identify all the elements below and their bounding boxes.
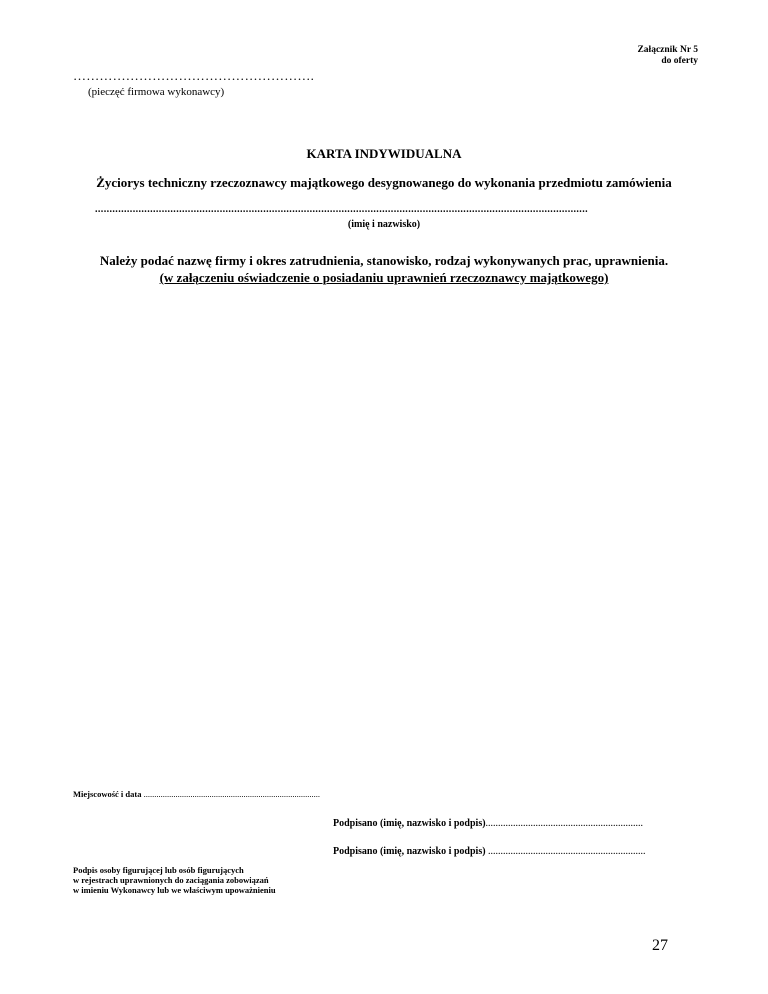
signature-note-line-2: w rejestrach uprawnionych do zaciągania zobowiązań (73, 875, 269, 885)
company-stamp-caption: (pieczęć firmowa wykonawcy) (88, 86, 225, 98)
signature-label-2: Podpisano (imię, nazwisko i podpis) (333, 846, 486, 857)
signature-note (73, 865, 276, 895)
name-field-line: .......................................................................................................................................................................... (95, 204, 588, 215)
signature-note-line-3: w imieniu Wykonawcy lub we właściwym upoważnieniu (73, 885, 276, 895)
place-date-field (73, 789, 320, 799)
signature-field-1 (333, 818, 643, 829)
instruction-text: Należy podać nazwę firmy i okres zatrudnienia, stanowisko, rodzaj wykonywanych prac, uprawnienia. (99, 253, 669, 268)
signature-note-line-1: Podpis osoby figurującej lub osób figurujących (73, 865, 244, 875)
signature-label-1: Podpisano (imię, nazwisko i podpis) (333, 818, 486, 829)
company-stamp-line: ………………………………………………. (73, 68, 315, 83)
document-subtitle: Życiorys techniczny rzeczoznawcy majątkowego desygnowanego do wykonania przedmiotu zamówienia (96, 175, 672, 190)
page-number: 27 (652, 937, 668, 954)
place-date-line: ................................................................................... (141, 789, 320, 799)
annex-number: Załącznik Nr 5 (637, 45, 698, 55)
annex-subtitle: do oferty (661, 56, 698, 66)
attachment-note: (w załączeniu oświadczenie o posiadaniu uprawnień rzeczoznawcy majątkowego) (159, 270, 609, 285)
signature-line-2: ............................................................... (485, 846, 646, 857)
signature-field-2 (333, 846, 646, 857)
place-date-label: Miejscowość i data (73, 789, 142, 799)
name-field-caption: (imię i nazwisko) (347, 219, 421, 230)
signature-line-1: ............................................................... (485, 818, 644, 829)
document-title: KARTA INDYWIDUALNA (306, 146, 462, 161)
annex-label (637, 45, 698, 67)
